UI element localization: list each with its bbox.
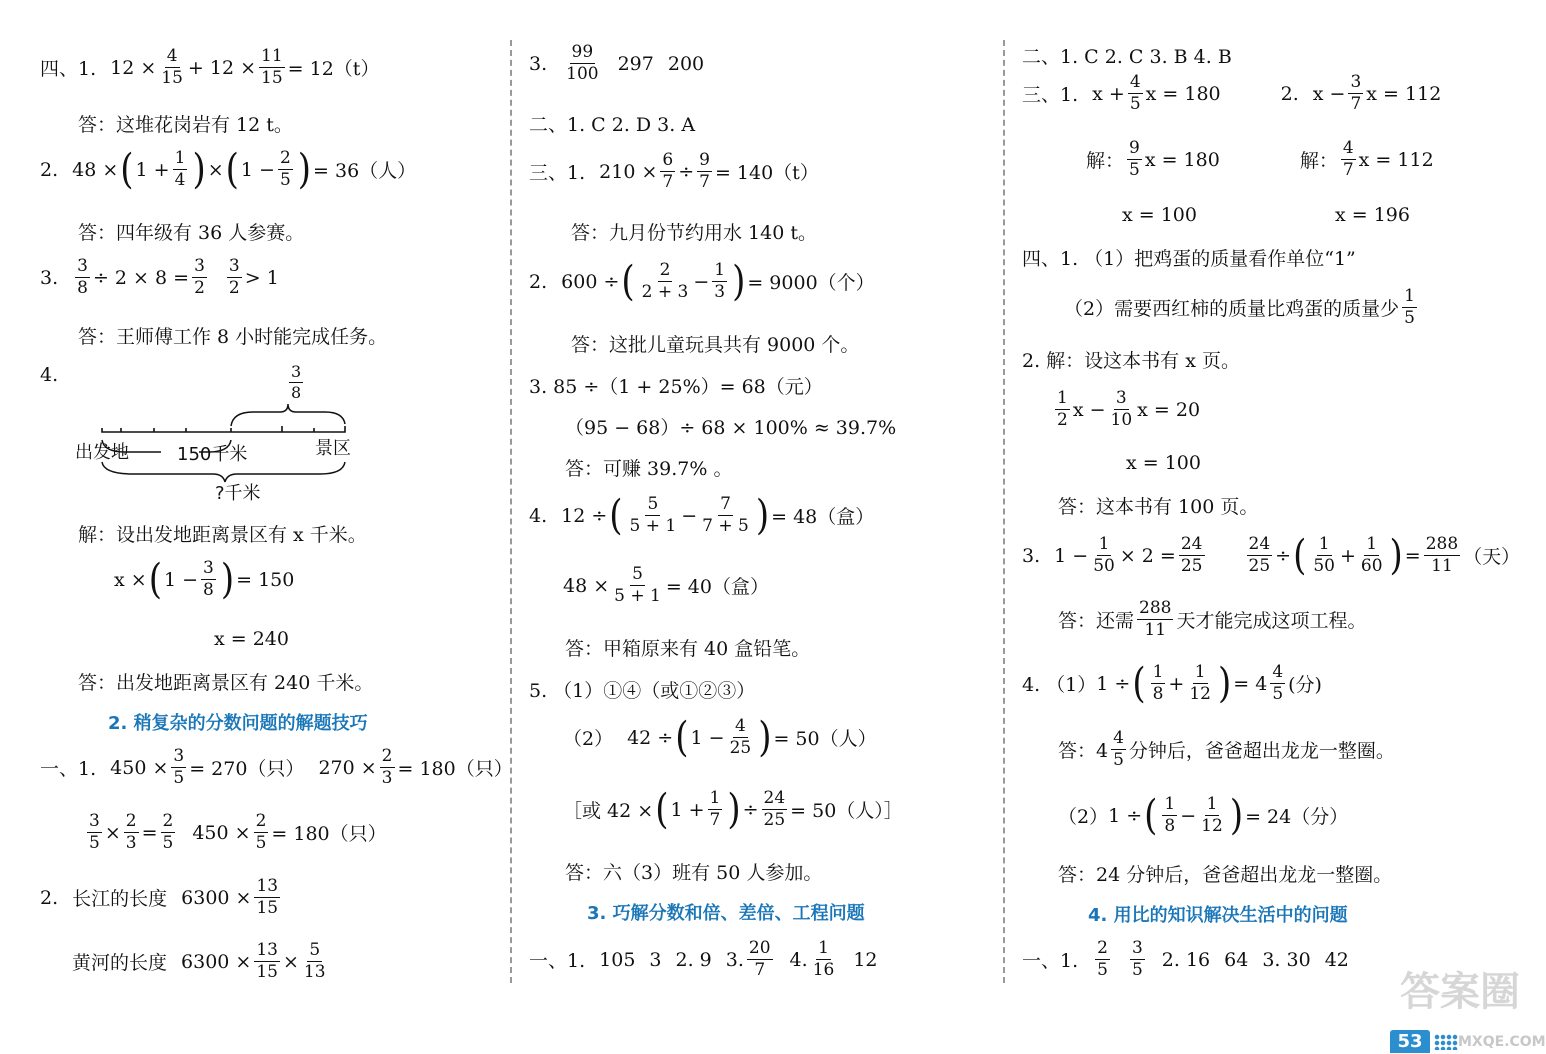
answer-text: 答：六（3）班有 50 人参加。: [565, 862, 823, 884]
answer-4-4: 4. （1） 1 ÷ ( 1 8 + $\frac{1}{12}$ ) = 4 4 5 (分): [1022, 659, 1322, 708]
answer-text: 答：出发地距离景区有 240 千米。: [78, 672, 374, 694]
answer-3-5: 5. （1）①④（或①②③）: [529, 680, 756, 702]
equation-result: x = 100: [1126, 452, 1201, 474]
answer-4-1: 四、1. （1）把鸡蛋的质量看作单位“1”: [1022, 248, 1356, 270]
choice-answers: 二、1. C 2. C 3. B 4. B: [1022, 46, 1232, 68]
diagram-question-label: ?千米: [215, 483, 261, 504]
answer-3-3: 3. 85 ÷（1 + 25%）= 68（元）: [529, 376, 823, 398]
equation: 黄河的长度 6300 × $\frac{13}{15}$ × $\frac{5}{13}$: [72, 940, 326, 982]
diagram-distance-label: 150千米: [177, 444, 248, 465]
answer-text: 答：王师傅工作 8 小时能完成任务。: [78, 326, 388, 348]
diagram-start-label: 出发地: [75, 442, 129, 463]
equation: ［或 42 × ( 1 + $\frac{1}{7}$ ) ÷ $\frac{24}{25}$ = 50（人）］: [563, 785, 903, 834]
equation: （95 − 68）÷ 68 × 100% ≈ 39.7%: [565, 417, 897, 439]
column-divider: [510, 40, 512, 983]
solution: 解： 9 5 x = 180 解： 4 7 x = 112: [1086, 138, 1434, 180]
column-right: [1018, 0, 1528, 1053]
page-number-decoration: [1434, 1034, 1458, 1050]
answer-text: 答：甲箱原来有 40 盒铅笔。: [565, 638, 811, 660]
section-heading-4: 4. 用比的知识解决生活中的问题: [1088, 905, 1348, 926]
answer-4-3: 3. 1 − $\frac{1}{50}$ × 2 = $\frac{24}{25}$ $\frac{24}{25}$ ÷ ( 1 50 + $\frac{1}{60}$ ) = $\frac{288}{11}$ （天）: [1022, 531, 1521, 580]
answer-4-2: 2. 48 × ( 1 + $\frac{1}{4}$ ) × ( 1 − $\frac{2}{5}$ ) = 36（人）: [40, 145, 417, 194]
diagram-fraction: 3 8: [291, 362, 302, 402]
column-middle: [525, 0, 995, 1053]
equation: x × ( 1 − $\frac{3}{8}$ ) = 150: [114, 555, 295, 604]
line-segment-diagram: [75, 362, 375, 502]
answer-4-1-2: （2）需要西红柿的质量比鸡蛋的质量少 1 5: [1064, 286, 1415, 328]
answer-text: 答：还需 288 11 天才能完成这项工程。: [1058, 598, 1367, 640]
choice-answers: 二、1. C 2. D 3. A: [529, 114, 696, 136]
answer-1: 一、1. 105 3 2. 9 3. 20 7 4. 1 16 12: [529, 938, 878, 980]
watermark-url: MXQE.COM: [1458, 1034, 1546, 1050]
equation-result: x = 100 x = 196: [1122, 204, 1410, 226]
answer-text: 答：这堆花岗岩有 12 t。: [78, 114, 293, 136]
answer-text: 答：九月份节约用水 140 t。: [571, 222, 817, 244]
answer-1-1: 一、1. 450 × $\frac{3}{5}$ = 270（只） 270 × $\frac{2}{3}$ = 180（只）: [40, 746, 513, 788]
answer-text: 答：可赚 39.7% 。: [565, 458, 733, 480]
solution-text: 解：设出发地距离景区有 x 千米。: [78, 524, 367, 546]
page-number: 53: [1390, 1030, 1430, 1053]
answer-1-2: 2. 长江的长度 6300 × $\frac{13}{15}$: [40, 876, 279, 918]
answer-4-1: 四、1. 12 × $\frac{4}{15}$ + 12 × $\frac{11}{15}$ = 12（t）: [40, 46, 380, 88]
section-heading-2: 2. 稍复杂的分数问题的解题技巧: [108, 713, 368, 734]
answer-3: 三、1. x + $\frac{4}{5}$ x = 180 2. x − $\frac{3}{7}$ x = 112: [1022, 72, 1442, 114]
section-heading-3: 3. 巧解分数和倍、差倍、工程问题: [587, 903, 865, 924]
answer-text: 答：24 分钟后，爸爸超出龙龙一整圈。: [1058, 864, 1393, 886]
equation: （2） 1 ÷ ( 1 8 − $\frac{1}{12}$ ) = 24（分）: [1058, 791, 1349, 840]
answer-3-4: 4. 12 ÷ ( 5 5 + 1 − $\frac{7}{7 + 5}$ ) = 48（盒）: [529, 491, 875, 540]
answer-text: 答：4 4 5 分钟后，爸爸超出龙龙一整圈。: [1058, 728, 1395, 770]
answer-3-2: 2. 600 ÷ ( 2 2 + 3 − $\frac{1}{3}$ ) = 9000（个）: [529, 257, 875, 306]
diagram-end-label: 景区: [315, 438, 351, 459]
answer-3-1: 三、1. 210 × $\frac{6}{7}$ ÷ $\frac{9}{7}$ = 140（t）: [529, 150, 819, 192]
answer-text: 答：这批儿童玩具共有 9000 个。: [571, 334, 860, 356]
answer-4-4-label: 4.: [40, 364, 59, 386]
answer-1: 一、1. 2 5 3 5 2. 16 64 3. 30 42: [1022, 938, 1349, 980]
equation: 48 × $\frac{5}{5 + 1}$ = 40（盒）: [563, 564, 769, 606]
equation: （2） 42 ÷ ( 1 − $\frac{4}{25}$ ) = 50（人）: [563, 713, 877, 762]
equation-result: x = 240: [214, 628, 289, 650]
equation: $\frac{3}{5}$ × $\frac{2}{3}$ = $\frac{2}{5}$ 450 × $\frac{2}{5}$ = 180（只）: [89, 811, 387, 853]
equation: 1 2 x − $\frac{3}{10}$ x = 20: [1057, 388, 1201, 430]
column-divider: [1003, 40, 1005, 983]
answer-text: 答：这本书有 100 页。: [1058, 496, 1259, 518]
column-left: [30, 0, 513, 1053]
answer-text: 答：四年级有 36 人参赛。: [78, 222, 305, 244]
watermark-logo: 答案圈: [1400, 969, 1520, 1015]
answer-4-2: 2. 解：设这本书有 x 页。: [1022, 350, 1240, 372]
answer-3: 3. 99 100 297 200: [529, 42, 705, 84]
answer-4-3: 3. $\frac{3}{8}$ ÷ 2 × 8 = $\frac{3}{2}$ 3 2 > 1: [40, 256, 279, 298]
